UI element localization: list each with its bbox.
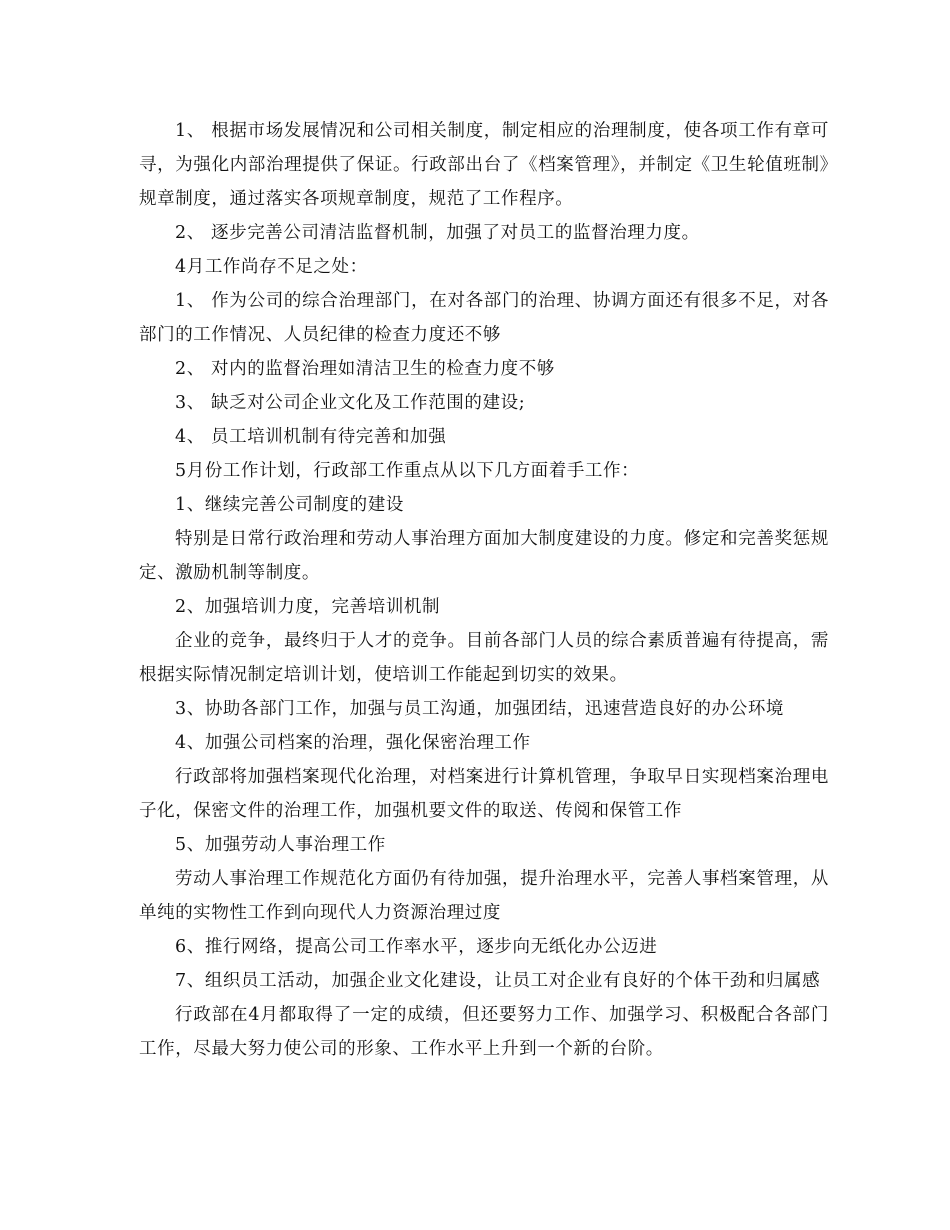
plan-item-4-body: 行政部将加强档案现代化治理，对档案进行计算机管理，争取早日实现档案治理电子化，保密文件的治理工作，加强机要文件的取送、传阅和保管工作 [139, 767, 829, 821]
paragraph-shortcoming-4: 4、 员工培训机制有待完善和加强 [175, 427, 447, 447]
plan-item-3-heading: 3、协助各部门工作，加强与员工沟通，加强团结，迅速营造良好的办公环境 [175, 699, 785, 719]
paragraph-achievement-1: 1、 根据市场发展情况和公司相关制度，制定相应的治理制度，使各项工作有章可寻，为强化内部治理提供了保证。行政部出台了《档案管理》，并制定《卫生轮值班制》规章制度，通过落实各项规章制度，规范了工作程序。 [139, 121, 829, 209]
plan-item-2-heading: 2、加强培训力度，完善培训机制 [175, 597, 441, 617]
document-body [139, 114, 829, 1066]
closing-paragraph: 行政部在4月都取得了一定的成绩，但还要努力工作、加强学习、积极配合各部门工作，尽最大努力使公司的形象、工作水平上升到一个新的台阶。 [139, 1005, 829, 1059]
paragraph-shortcoming-1: 1、 作为公司的综合治理部门，在对各部门的治理、协调方面还有很多不足，对各部门的工作情况、人员纪律的检查力度还不够 [139, 291, 829, 345]
plan-item-5-heading: 5、加强劳动人事治理工作 [175, 835, 386, 855]
plan-item-7-heading: 7、组织员工活动，加强企业文化建设，让员工对企业有良好的个体干劲和归属感 [175, 971, 821, 991]
plan-item-4-heading: 4、加强公司档案的治理，强化保密治理工作 [175, 733, 531, 753]
plan-item-1-body: 特别是日常行政治理和劳动人事治理方面加大制度建设的力度。修定和完善奖惩规定、激励机制等制度。 [139, 529, 829, 583]
section-heading-shortcomings: 4月工作尚存不足之处： [175, 257, 368, 277]
paragraph-shortcoming-2: 2、 对内的监督治理如清洁卫生的检查力度不够 [175, 359, 555, 379]
plan-item-6-heading: 6、推行网络，提高公司工作率水平，逐步向无纸化办公迈进 [175, 937, 658, 957]
plan-item-2-body: 企业的竞争，最终归于人才的竞争。目前各部门人员的综合素质普遍有待提高，需根据实际情况制定培训计划，使培训工作能起到切实的效果。 [139, 631, 829, 685]
section-heading-plan: 5月份工作计划，行政部工作重点从以下几方面着手工作： [175, 461, 640, 481]
paragraph-shortcoming-3: 3、 缺乏对公司企业文化及工作范围的建设; [175, 393, 526, 413]
paragraph-achievement-2: 2、 逐步完善公司清洁监督机制，加强了对员工的监督治理力度。 [175, 223, 700, 243]
plan-item-5-body: 劳动人事治理工作规范化方面仍有待加强，提升治理水平，完善人事档案管理，从单纯的实物性工作到向现代人力资源治理过度 [139, 869, 829, 923]
plan-item-1-heading: 1、继续完善公司制度的建设 [175, 495, 404, 515]
